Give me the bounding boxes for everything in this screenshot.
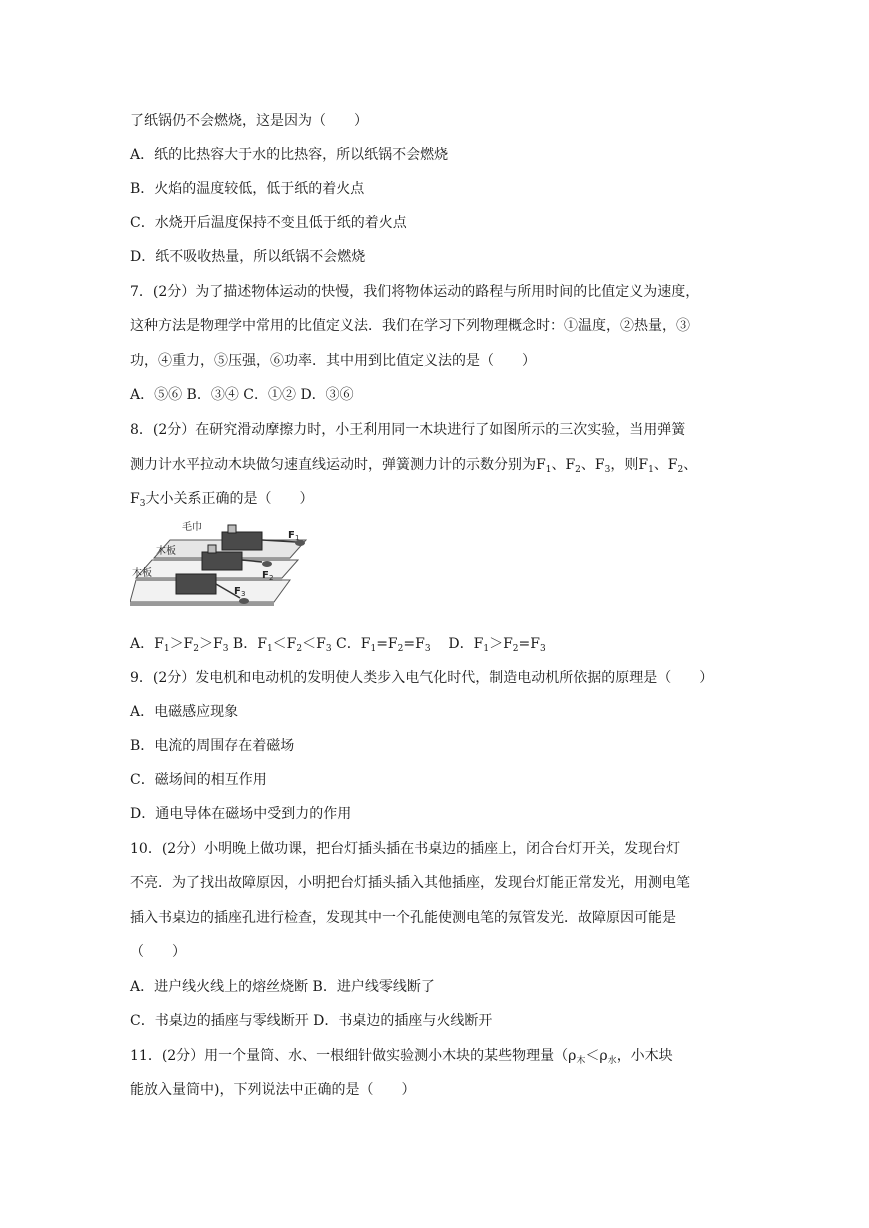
q9-option-c: C．磁场间的相互作用 xyxy=(130,772,267,788)
weight-1 xyxy=(228,525,236,533)
q7-stem-line3: 功，④重力，⑤压强，⑥功率．其中用到比值定义法的是（ ） xyxy=(130,353,536,369)
q11-text-b: ，小木块 xyxy=(616,1048,673,1064)
subscript-2: 2 xyxy=(193,644,200,654)
subscript-1: 1 xyxy=(648,465,654,475)
wood-block-2 xyxy=(202,552,242,570)
subscript-2: 2 xyxy=(575,465,581,475)
friction-experiment-figure xyxy=(130,518,316,618)
q11-stem-line2: 能放入量筒中)，下列说法中正确的是（ ） xyxy=(130,1082,416,1098)
label-board-2: 木板 xyxy=(132,568,152,579)
wood-block-1 xyxy=(222,532,262,550)
q8-stem-line2 xyxy=(130,455,697,480)
label-towel: 毛巾 xyxy=(182,522,202,533)
opt-text: A．F xyxy=(130,636,164,652)
subscript-3: 3 xyxy=(139,499,146,509)
q7-stem-line2: 这种方法是物理学中常用的比值定义法．我们在学习下列物理概念时：①温度，②热量，③ xyxy=(130,318,690,334)
opt-text: =F xyxy=(403,636,425,652)
q8-option-c xyxy=(336,636,431,652)
q8-line3-text-b: 大小关系正确的是（ ） xyxy=(145,491,314,507)
subscript-1: 1 xyxy=(370,644,377,654)
q9-option-d: D．通电导体在磁场中受到力的作用 xyxy=(130,806,352,822)
q8-option-a xyxy=(130,636,228,652)
q8-line2-text-b: 、F xyxy=(551,457,576,473)
opt-text: ＜F xyxy=(302,636,326,652)
label-f1: F xyxy=(288,530,295,541)
q10-stem-line1: 10．(2分）小明晚上做功课，把台灯插头插在书桌边的插座上，闭合台灯开关，发现台灯 xyxy=(130,841,681,857)
label-f2: F xyxy=(262,570,269,581)
q8-option-b xyxy=(233,636,332,652)
subscript-3: 3 xyxy=(539,644,546,654)
subscript-wood: 木 xyxy=(576,1056,586,1066)
opt-text: ＞F xyxy=(489,636,513,652)
friction-experiment-drawing xyxy=(130,518,316,618)
q6-stem-tail: 了纸锅仍不会燃烧，这是因为（ ） xyxy=(130,113,368,129)
subscript-3: 3 xyxy=(424,644,431,654)
q11-stem-line1 xyxy=(130,1046,673,1071)
label-f3: F xyxy=(234,586,241,597)
q8-options xyxy=(130,634,546,659)
subscript-3: 3 xyxy=(325,644,332,654)
q9-option-a: A．电磁感应现象 xyxy=(130,704,239,720)
spring-scale-3 xyxy=(239,598,249,604)
q8-line2-text-e: 、F xyxy=(653,457,678,473)
q10-stem-line2: 不亮．为了找出故障原因，小明把台灯插头插入其他插座，发现台灯能正常发光，用测电笔 xyxy=(130,875,690,891)
q10-options-row1: A．进户线火线上的熔丝烧断 B．进户线零线断了 xyxy=(130,979,435,995)
subscript-2: 2 xyxy=(296,644,303,654)
q7-options: A．⑤⑥ B．③④ C．①② D．③⑥ xyxy=(130,387,354,403)
q8-stem-line3 xyxy=(130,489,313,514)
subscript-3: 3 xyxy=(604,465,611,475)
opt-text: =F xyxy=(376,636,398,652)
subscript-1: 1 xyxy=(266,644,273,654)
q11-text-lt: ＜ρ xyxy=(585,1048,608,1064)
q8-stem-line1: 8．(2分）在研究滑动摩擦力时，小王利用同一木块进行了如图所示的三次实验，当用弹簧 xyxy=(130,422,686,438)
opt-text: ＞F xyxy=(169,636,194,652)
q7-stem-line1: 7．(2分）为了描述物体运动的快慢，我们将物体运动的路程与所用时间的比值定义为速度， xyxy=(130,284,700,300)
q11-text-a: 11．(2分）用一个量筒、水、一根细针做实验测小木块的某些物理量（ρ xyxy=(130,1048,577,1064)
q8-line3-text-a: F xyxy=(130,491,140,507)
label-f2-sub: 2 xyxy=(269,574,274,582)
weight-2 xyxy=(208,545,216,553)
subscript-2: 2 xyxy=(512,644,519,654)
opt-text: ＜F xyxy=(272,636,297,652)
q6-option-b: B．火焰的温度较低，低于纸的着火点 xyxy=(130,181,365,197)
q8-line2-text-c: 、F xyxy=(580,457,605,473)
opt-text: D．F xyxy=(448,636,484,652)
q8-line2-text-d: ，则F xyxy=(610,457,649,473)
q10-options-row2: C．书桌边的插座与零线断开 D．书桌边的插座与火线断开 xyxy=(130,1013,493,1029)
label-board-1: 木板 xyxy=(156,546,176,557)
subscript-3: 3 xyxy=(222,644,229,654)
spring-scale-2 xyxy=(262,561,272,567)
subscript-water: 水 xyxy=(607,1056,617,1066)
q9-stem: 9．(2分）发电机和电动机的发明使人类步入电气化时代，制造电动机所依据的原理是（ ） xyxy=(130,670,714,686)
opt-text: ＞F xyxy=(199,636,223,652)
q9-option-b: B．电流的周围存在着磁场 xyxy=(130,738,295,754)
subscript-1: 1 xyxy=(163,644,170,654)
subscript-1: 1 xyxy=(545,465,552,475)
q6-option-d: D．纸不吸收热量，所以纸锅不会燃烧 xyxy=(130,249,366,265)
q8-line2-text-a: 测力计水平拉动木块做匀速直线运动时，弹簧测力计的示数分别为F xyxy=(130,457,546,473)
opt-text: B．F xyxy=(232,636,267,652)
q6-option-c: C．水烧开后温度保持不变且低于纸的着火点 xyxy=(130,215,407,231)
q8-option-d xyxy=(448,636,545,652)
q10-stem-line4: （ ） xyxy=(130,944,186,960)
label-f3-sub: 3 xyxy=(241,590,246,598)
subscript-2: 2 xyxy=(677,465,684,475)
label-f1-sub: 1 xyxy=(295,534,300,542)
subscript-1: 1 xyxy=(483,644,490,654)
opt-text: C．F xyxy=(336,636,371,652)
q10-stem-line3: 插入书桌边的插座孔进行检查，发现其中一个孔能使测电笔的氖管发光．故障原因可能是 xyxy=(130,910,676,926)
subscript-2: 2 xyxy=(397,644,404,654)
q6-option-a: A．纸的比热容大于水的比热容，所以纸锅不会燃烧 xyxy=(130,147,449,163)
q8-line2-text-f: 、 xyxy=(683,457,698,473)
opt-text: =F xyxy=(518,636,540,652)
wood-block-3 xyxy=(176,574,216,594)
board-edge xyxy=(130,602,274,606)
